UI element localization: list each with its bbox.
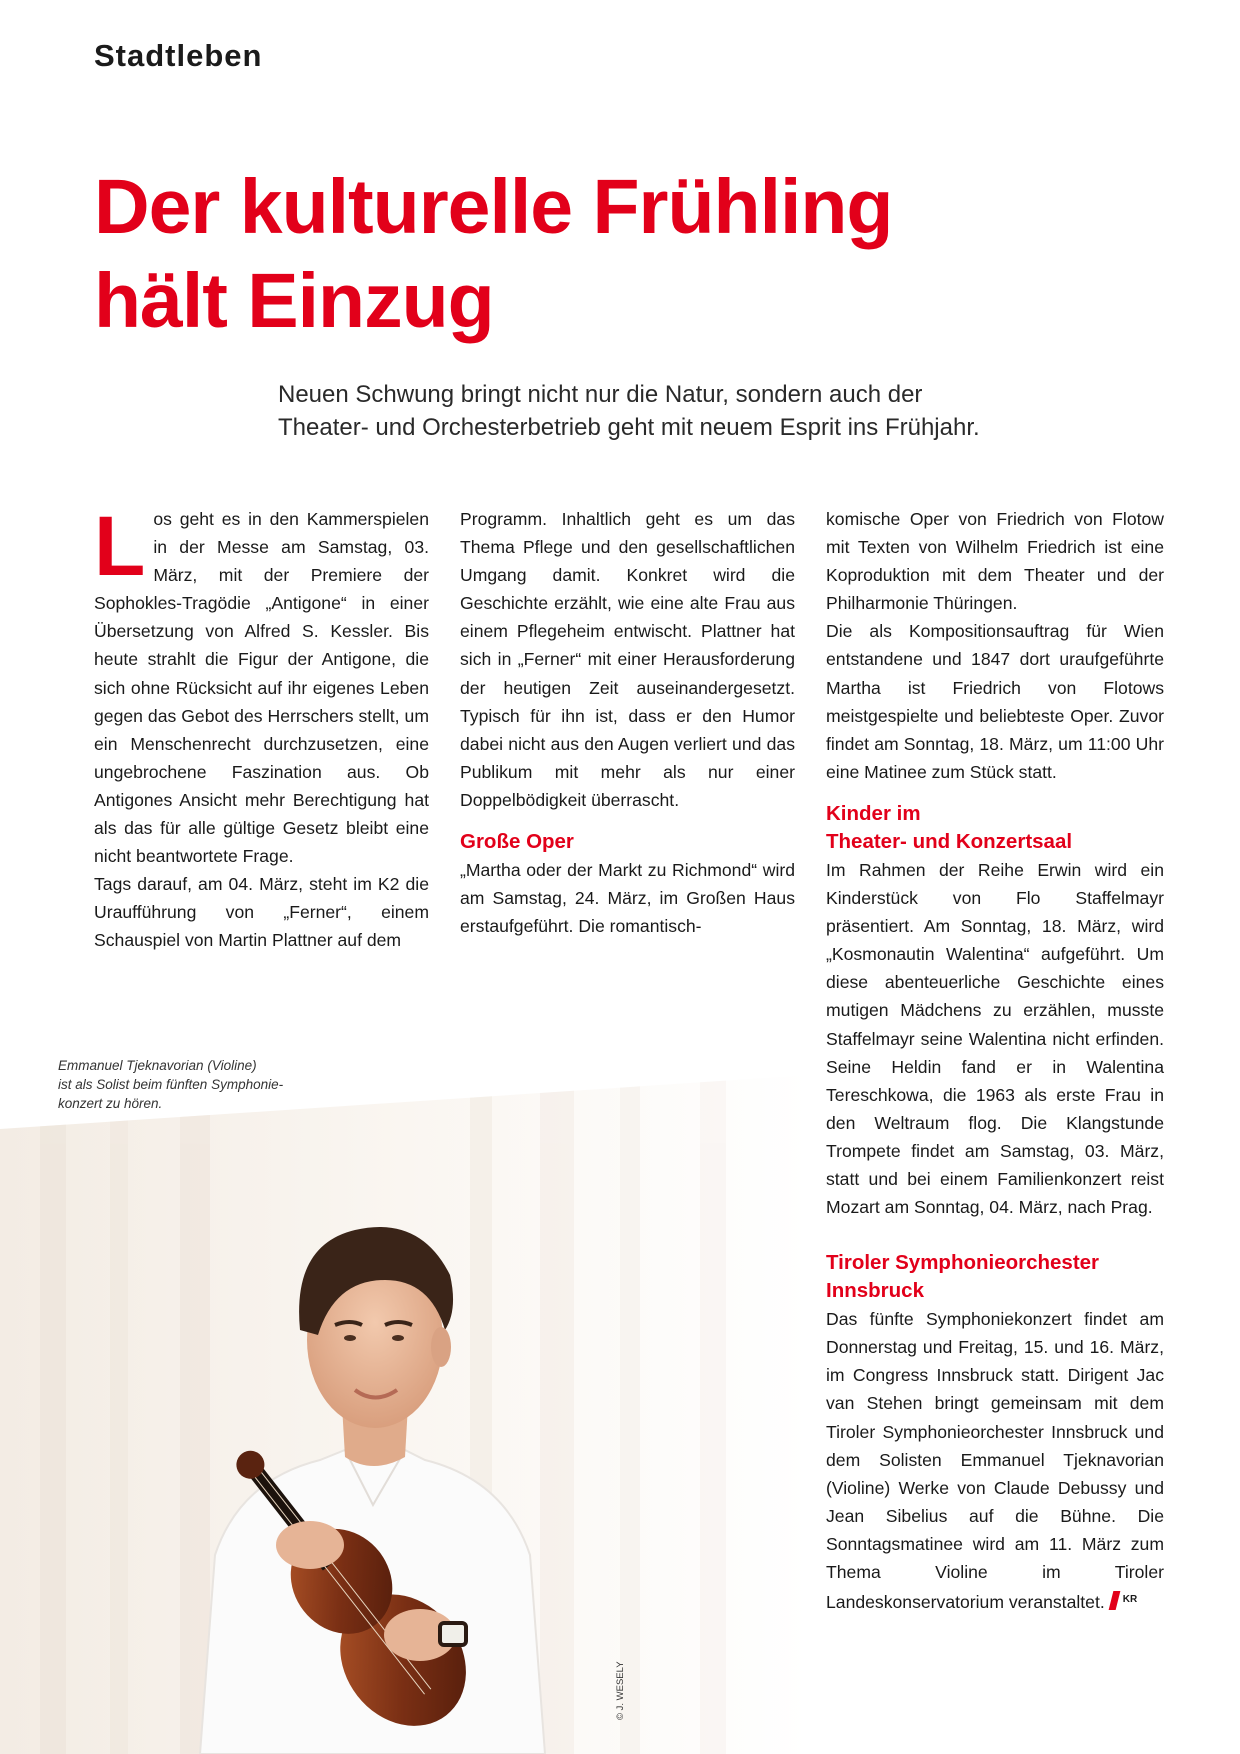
photo-caption [58, 1056, 308, 1113]
article-paragraph-3-continued: komische Oper von Friedrich von Flotow mit Texten von Wilhelm Friedrich ist eine Koproduktion mit dem Theater und der Philharmonie Thüringen. [826, 509, 1164, 614]
headline-line-2: hält Einzug [94, 258, 494, 344]
article-paragraph-3: „Martha oder der Markt zu Richmond“ wird am Samstag, 24. März, im Großen Haus erstaufgeführt. Die romantisch- [460, 860, 795, 937]
article-column-2 [460, 505, 795, 940]
caption-line-3: konzert zu hören. [58, 1096, 163, 1111]
lead-paragraph [278, 378, 1158, 444]
subheading-tso-line-1: Tiroler Symphonieorchester [826, 1251, 1100, 1275]
violinist-photo [0, 1075, 810, 1754]
subheading-kinder-line-2: Theater- und Konzertsaal [826, 829, 1073, 853]
subheading-tiroler-symphonieorchester [826, 1249, 1164, 1305]
author-initials: KR [1122, 1594, 1138, 1606]
subheading-tso-line-2: Innsbruck [826, 1279, 924, 1303]
caption-line-1: Emmanuel Tjeknavorian (Violine) [58, 1058, 257, 1073]
dropcap: L [94, 499, 146, 593]
lead-line-1: Neuen Schwung bringt nicht nur die Natur, sondern auch der [278, 381, 923, 408]
violinist-illustration [0, 1075, 810, 1754]
article-column-1 [94, 499, 429, 955]
article-paragraph-2-continued: Programm. Inhaltlich geht es um das Thema Pflege und den gesellschaftlichen Umgang damit. Konkret wird die Geschichte erzählt, wie eine alte Frau aus einem Pflegeheim entwischt. Plattner hat sich in „Ferner“ mit einer Herausforderung der heutigen Zeit auseinandergesetzt. Typisch für ihn ist, dass er den Humor dabei nicht aus den Augen verliert und das Publikum mit mehr als nur einer Doppelbödigkeit überrascht. [460, 509, 795, 810]
section-label: Stadtleben [94, 38, 263, 73]
article-column-3 [826, 505, 1164, 1616]
subheading-grosse-oper: Große Oper [460, 830, 574, 854]
subheading-kinder-line-1: Kinder im [826, 801, 921, 825]
caption-line-2: ist als Solist beim fünften Symphonie- [58, 1077, 284, 1092]
article-intro [94, 499, 429, 870]
article-paragraph-2: Tags darauf, am 04. März, steht im K2 die Uraufführung von „Ferner“, einem Schauspiel von Martin Plattner auf dem [94, 874, 429, 951]
article-paragraph-1: os geht es in den Kammerspielen in der Messe am Samstag, 03. März, mit der Premiere der Sophokles-Tragödie „Antigone“ in einer Übersetzung von Alfred S. Kessler. Bis heute strahlt die Figur der Antigone, die sich ohne Rücksicht auf ihr eigenes Leben gegen das Gebot des Herrschers stellt, um ein Menschenrecht durchzusetzen, eine ungebrochene Faszination aus. Ob Antigones Ansicht mehr Berechtigung hat als das für alle gültige Gesetz bleibt eine nicht beantwortete Frage. [94, 509, 429, 867]
article-paragraph-5: Im Rahmen der Reihe Erwin wird ein Kinderstück von Flo Staffelmayr präsentiert. Am Sonntag, 18. März, wird „Kosmonautin Walentina“ aufgeführt. Um diese abenteuerliche Geschichte eines mutigen Mädchens zu erzählen, musste Staffelmayr seine Walentina nicht erfinden. Seine Heldin fand er in Walentina Tereschkowa, die 1963 als erste Frau in den Weltraum flog. Die Klangstunde Trompete findet am Samstag, 03. März, statt und bei einem Familienkonzert reist Mozart am Sonntag, 04. März, nach Prag. [826, 859, 1164, 1218]
subheading-kinder [826, 800, 1164, 856]
article-paragraph-6-text: Das fünfte Symphoniekonzert findet am Donnerstag und Freitag, 15. und 16. März, im Congress Innsbruck statt. Dirigent Jac van Stehen bringt gemeinsam mit dem Tiroler Symphonieorchester Innsbruck und dem Solisten Emmanuel Tjeknavorian (Violine) Werke von Claude Debussy und Jean Sibelius auf die Bühne. Die Sonntagsmatinee wird am 11. März zum Thema Violine im Tiroler Landeskonservatorium veranstaltet. [826, 1309, 1164, 1613]
headline-line-1: Der kulturelle Frühling [94, 164, 893, 250]
photo-credit: © J. WESELY [615, 1661, 626, 1720]
article-paragraph-6 [826, 1305, 1164, 1616]
headline [94, 160, 1154, 348]
end-mark-icon [1108, 1591, 1120, 1610]
article-paragraph-4: Die als Kompositionsauftrag für Wien entstandene und 1847 dort uraufgeführte Martha ist Friedrich von Flotows meistgespielte und beliebteste Oper. Zuvor findet am Sonntag, 18. März, um 11:00 Uhr eine Matinee zum Stück statt. [826, 621, 1164, 782]
lead-line-2: Theater- und Orchesterbetrieb geht mit neuem Esprit ins Frühjahr. [278, 414, 980, 441]
